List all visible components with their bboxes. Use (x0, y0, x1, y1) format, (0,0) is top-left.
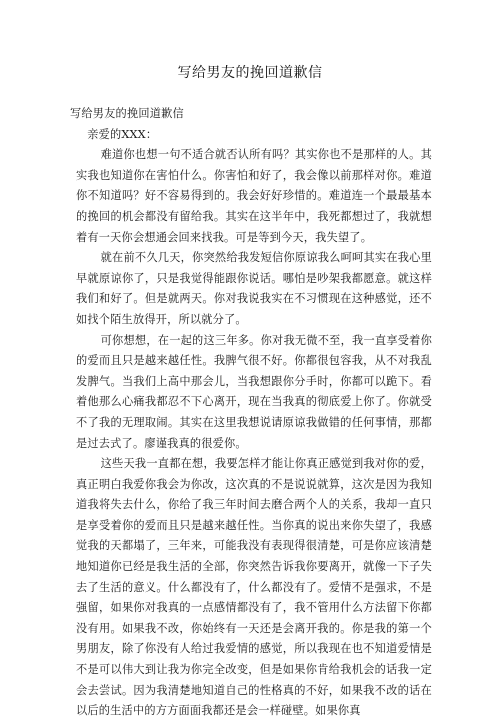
body-paragraph-4: 这些天我一直都在想，我要怎样才能让你真正感觉到我对你的爱，真正明白我爱你我会为你改，这次真的不是说说就算，这次是因为我知道我将失去什么，你给了我三年时间去磨合两个人的关系，我却一直只是享受着你的爱而且只是越来越任性。当你真的说出来你失望了，我感觉我的天都塌了，三年来，可能我没有表现得很清楚，可是你应该清楚地知道你已经是我生活的全部，你突然告诉我你要离开，就像一下子失去了生活的意义。什么都没有了，什么都没有了。爱情不是强求，不是强留，如果你对我真的一点感情都没有了，我不管用什么方法留下你都没有用。如果我不改，你始终有一天还是会离开我的。你是我的第一个男朋友，除了你没有人给过我爱情的感觉，所以我现在也不知道爱情是不是可以伟大到让我为你完全改变，但是如果你肯给我机会的话我一定会去尝试。因为我清楚地知道自己的性格真的不好，如果我不改的话在以后的生活中的方方面面我都还是会一样碰壁。如果你真 (76, 457, 432, 718)
letter-greeting: 亲爱的XXX： (87, 127, 158, 141)
document-subtitle: 写给男友的挽回道歉信 (70, 107, 184, 120)
document-body (70, 104, 432, 722)
document-title: 写给男友的挽回道歉信 (177, 65, 323, 81)
body-paragraph-3: 可你想想，在一起的这三年多。你对我无微不至，我一直享受着你的爱而且只是越来越任性。我脾气很不好。你都很包容我，从不对我乱发脾气。当我们上高中那会儿，当我想跟你分手时，你都可以跪下。看着他那么心痛我都忍不下心离开，现在当我真的彻底爱上你了。你就受不了我的无理取闹。其实在这里我想说请原谅我做错的任何事情，那都是过去式了。廖谨我真的很爱你。 (76, 333, 432, 450)
body-paragraph-1: 难道你也想一句不适合就否认所有吗？其实你也不是那样的人。其实我也知道你在害怕什么。你害怕和好了，我会像以前那样对你。难道你不知道吗？好不容易得到的。我会好好珍惜的。难道连一个最最基本的挽回的机会都没有留给我。其实在这半年中，我死都想过了，我就想着有一天你会想通会回来找我。可是等到今天，我失望了。 (76, 148, 432, 244)
body-paragraph-2: 就在前不久几天，你突然给我发短信你原谅我么呵呵其实在我心里早就原谅你了，只是我觉得能跟你说话。哪怕是吵架我都愿意。就这样我们和好了。但是就两天。你对我说我实在不习惯现在这种感觉，还不如找个陌生放得开，所以就分了。 (76, 251, 432, 326)
